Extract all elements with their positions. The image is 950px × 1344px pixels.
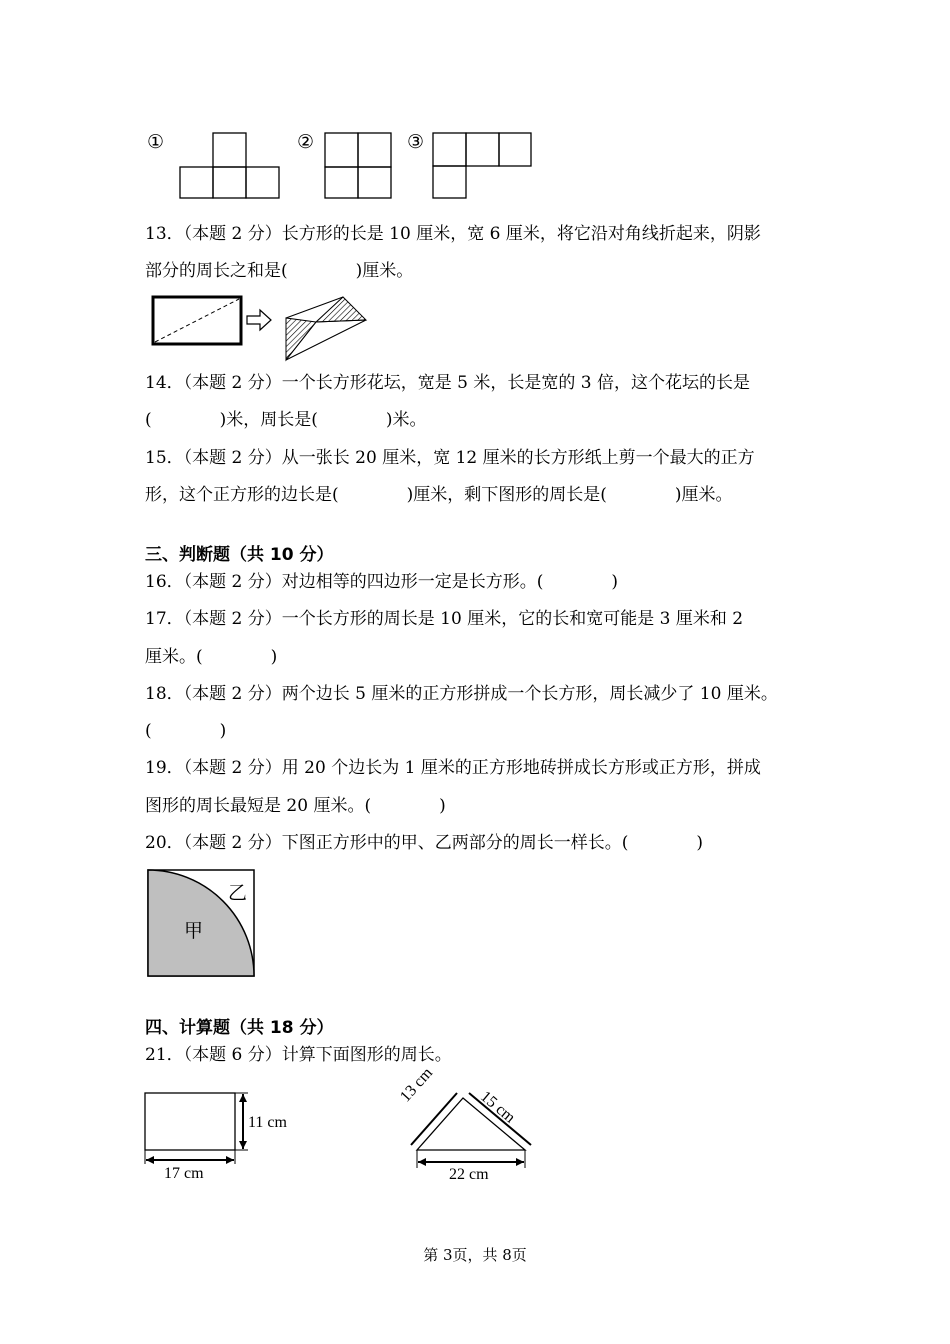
q14-line1: 14．（本题 2 分）一个长方形花坛，宽是 5 米，长是宽的 3 倍，这个花坛的长是 (145, 373, 751, 393)
shaded-right-triangle (316, 297, 366, 322)
net3-square-2 (466, 133, 499, 166)
label-jia: 甲 (184, 920, 204, 942)
q18-line2: ( ) (145, 721, 227, 741)
q15-line2: 形，这个正方形的边长是( )厘米，剩下图形的周长是( )厘米。 (145, 485, 733, 505)
net1-label: ① (147, 131, 165, 153)
rect-height-label: 11 cm (248, 1114, 287, 1131)
q20-line1: 20．（本题 2 分）下图正方形中的甲、乙两部分的周长一样长。( ) (145, 833, 704, 853)
net1-square-left (180, 167, 213, 198)
q15-line1: 15．（本题 2 分）从一张长 20 厘米，宽 12 厘米的长方形纸上剪一个最大的正方 (145, 448, 755, 468)
net1-square-right (246, 167, 279, 198)
net1-square-top (213, 133, 246, 167)
rect-width-label: 17 cm (164, 1165, 204, 1182)
triangle-dimension-figure (395, 1064, 545, 1192)
q17-line2: 厘米。( ) (145, 647, 278, 667)
rect-shape (145, 1093, 235, 1150)
diagonal-dashed (155, 299, 239, 342)
q21-line1: 21．（本题 6 分）计算下面图形的周长。 (145, 1045, 452, 1065)
net2-label: ② (297, 131, 315, 153)
section4-title: 四、计算题（共 18 分） (145, 1018, 334, 1038)
q13-line1: 13．（本题 2 分）长方形的长是 10 厘米，宽 6 厘米，将它沿对角线折起来，阴影 (145, 224, 761, 244)
tri-right-label: 15 cm (477, 1088, 519, 1127)
tri-left-label: 13 cm (397, 1064, 437, 1106)
net2-square-tr (358, 133, 391, 167)
net2-square-br (358, 167, 391, 198)
label-yi: 乙 (228, 882, 248, 904)
rect-dimension-figure (140, 1088, 310, 1188)
left-dimension-line (411, 1093, 457, 1145)
q14-line2: ( )米，周长是( )米。 (145, 410, 427, 430)
net3-label: ③ (407, 131, 425, 153)
nets-svg (145, 128, 545, 203)
arrow-icon (247, 310, 271, 330)
q19-line1: 19．（本题 2 分）用 20 个边长为 1 厘米的正方形地砖拼成长方形或正方形，拼成 (145, 758, 761, 778)
q13-line2: 部分的周长之和是( )厘米。 (145, 261, 414, 281)
net3-square-1 (433, 133, 466, 166)
quarter-circle-figure (146, 868, 258, 978)
fold-svg (148, 292, 378, 362)
page-footer: 第 3页，共 8页 (423, 1246, 527, 1264)
net3-square-4 (433, 166, 466, 198)
tri-base-label: 22 cm (449, 1166, 489, 1183)
nets-figure (145, 128, 545, 203)
original-rectangle (153, 297, 241, 344)
q18-line1: 18．（本题 2 分）两个边长 5 厘米的正方形拼成一个长方形，周长减少了 10 厘米。 (145, 684, 778, 704)
q16-line1: 16．（本题 2 分）对边相等的四边形一定是长方形。( ) (145, 572, 619, 592)
fold-figure (148, 292, 378, 362)
net2-square-bl (325, 167, 358, 198)
net3-square-3 (499, 133, 531, 166)
q17-line1: 17．（本题 2 分）一个长方形的周长是 10 厘米，它的长和宽可能是 3 厘米和 2 (145, 609, 744, 629)
net2-square-tl (325, 133, 358, 167)
net1-square-mid (213, 167, 246, 198)
section3-title: 三、判断题（共 10 分） (145, 545, 334, 565)
q19-line2: 图形的周长最短是 20 厘米。( ) (145, 796, 446, 816)
